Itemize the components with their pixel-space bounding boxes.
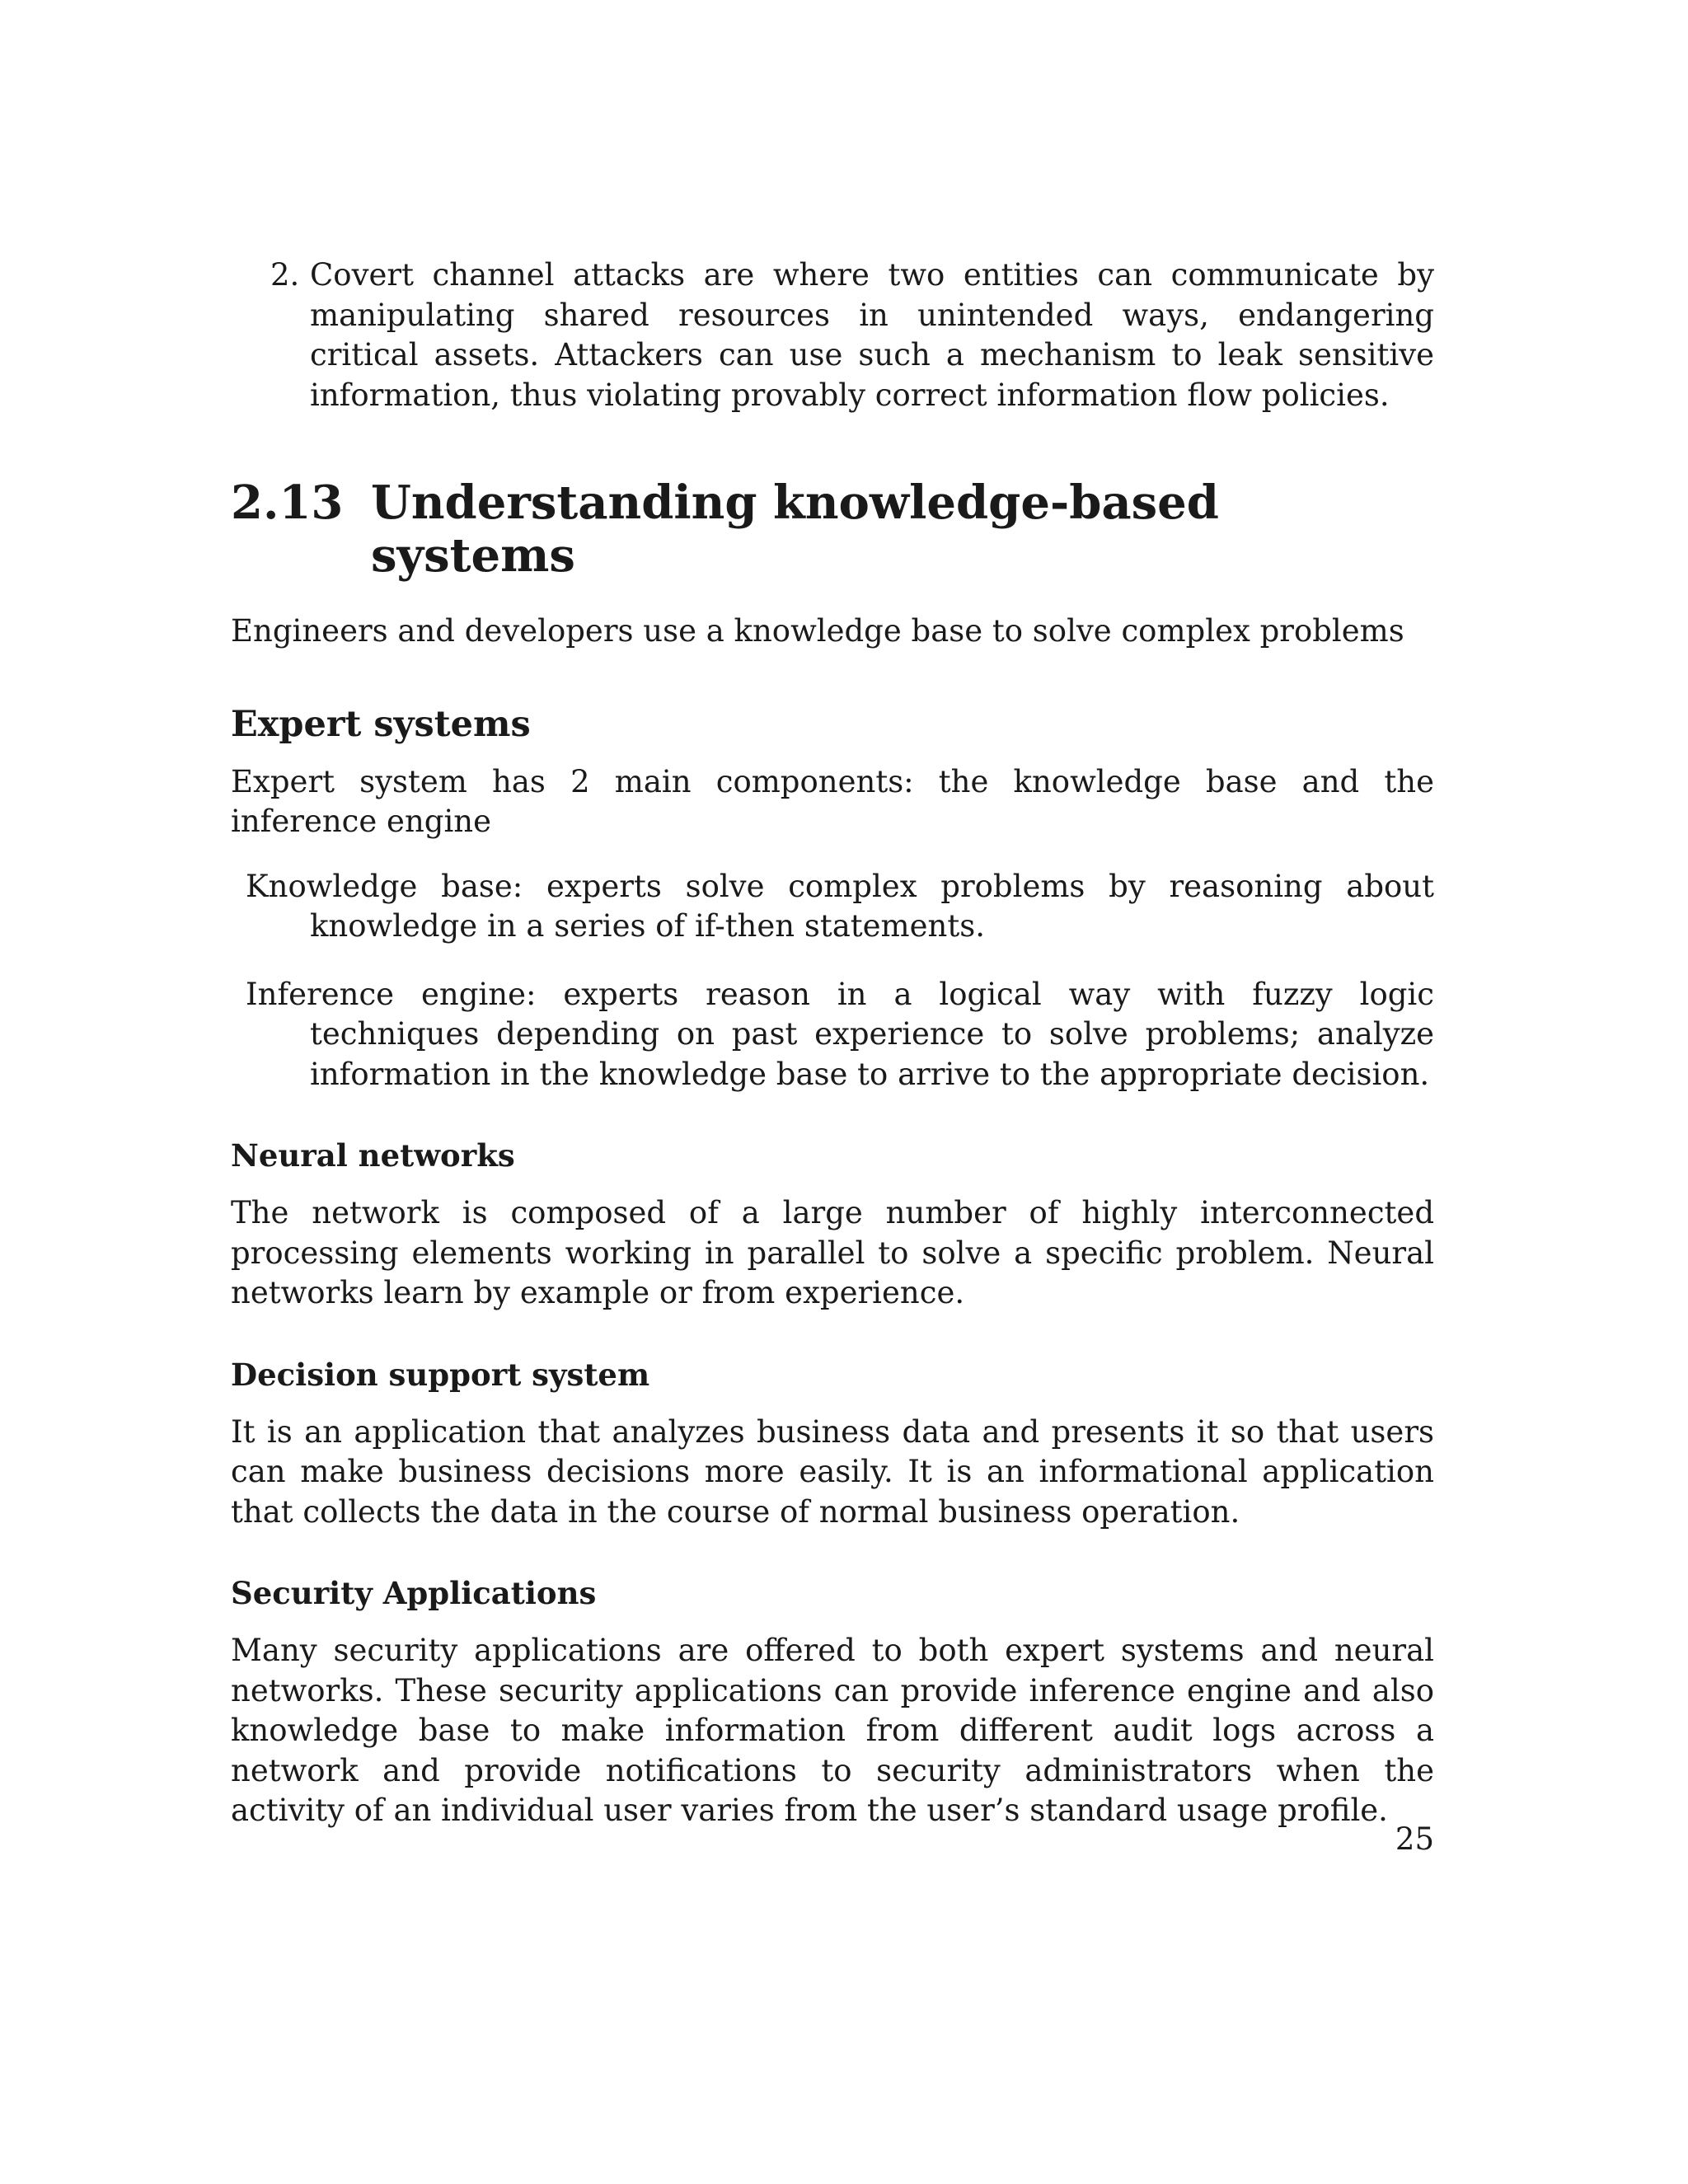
section-intro: Engineers and developers use a knowledge base to solve complex problems (231, 613, 1404, 649)
list-item-text: Covert channel attacks are where two entities can communicate by manipulating shared resources in unintended ways, endangering critical assets. Attackers can use such a mechanism to leak sensitive information, thus violating provably correct information flow policies. (310, 257, 1434, 413)
description-list (231, 867, 1434, 1095)
page-number: 25 (1395, 1821, 1434, 1857)
heading-security-applications: Security Applications (231, 1575, 597, 1611)
section-title: Understanding knowledge-based systems (371, 476, 1219, 583)
description-item-inference-engine: Inference engine: experts reason in a logical way with fuzzy logic techniques depending on past experience to solve problems; analyze information in the knowledge base to arrive to the appropriate decision. (246, 976, 1434, 1092)
section-heading (231, 476, 1434, 582)
paragraph-security-applications: Many security applications are offered to both expert systems and neural networks. These security applications can provide inference engine and also knowledge base to make information from different audit logs across a network and provide notifications to security administrators when the activity of an individual user varies from the user’s standard usage profile. (231, 1633, 1434, 1828)
page-content (231, 255, 1434, 1831)
description-item-knowledge-base: Knowledge base: experts solve complex problems by reasoning about knowledge in a series of if-then statements. (246, 868, 1434, 944)
heading-neural-networks: Neural networks (231, 1137, 515, 1174)
subsection-heading-expert-systems: Expert systems (231, 703, 531, 745)
list-item (231, 255, 1434, 415)
expert-systems-intro: Expert system has 2 main components: the knowledge base and the inference engine (231, 763, 1434, 839)
list-item-number: 2. (270, 257, 300, 293)
paragraph-decision-support-system: It is an application that analyzes business data and presents it so that users can make business decisions more easily. It is an informational application that collects the data in the course of normal business operation. (231, 1413, 1434, 1530)
heading-decision-support-system: Decision support system (231, 1356, 650, 1393)
paragraph-neural-networks: The network is composed of a large number of highly interconnected processing elements working in parallel to solve a specific problem. Neural networks learn by example or from experience. (231, 1195, 1434, 1310)
section-number: 2.13 (231, 476, 344, 530)
